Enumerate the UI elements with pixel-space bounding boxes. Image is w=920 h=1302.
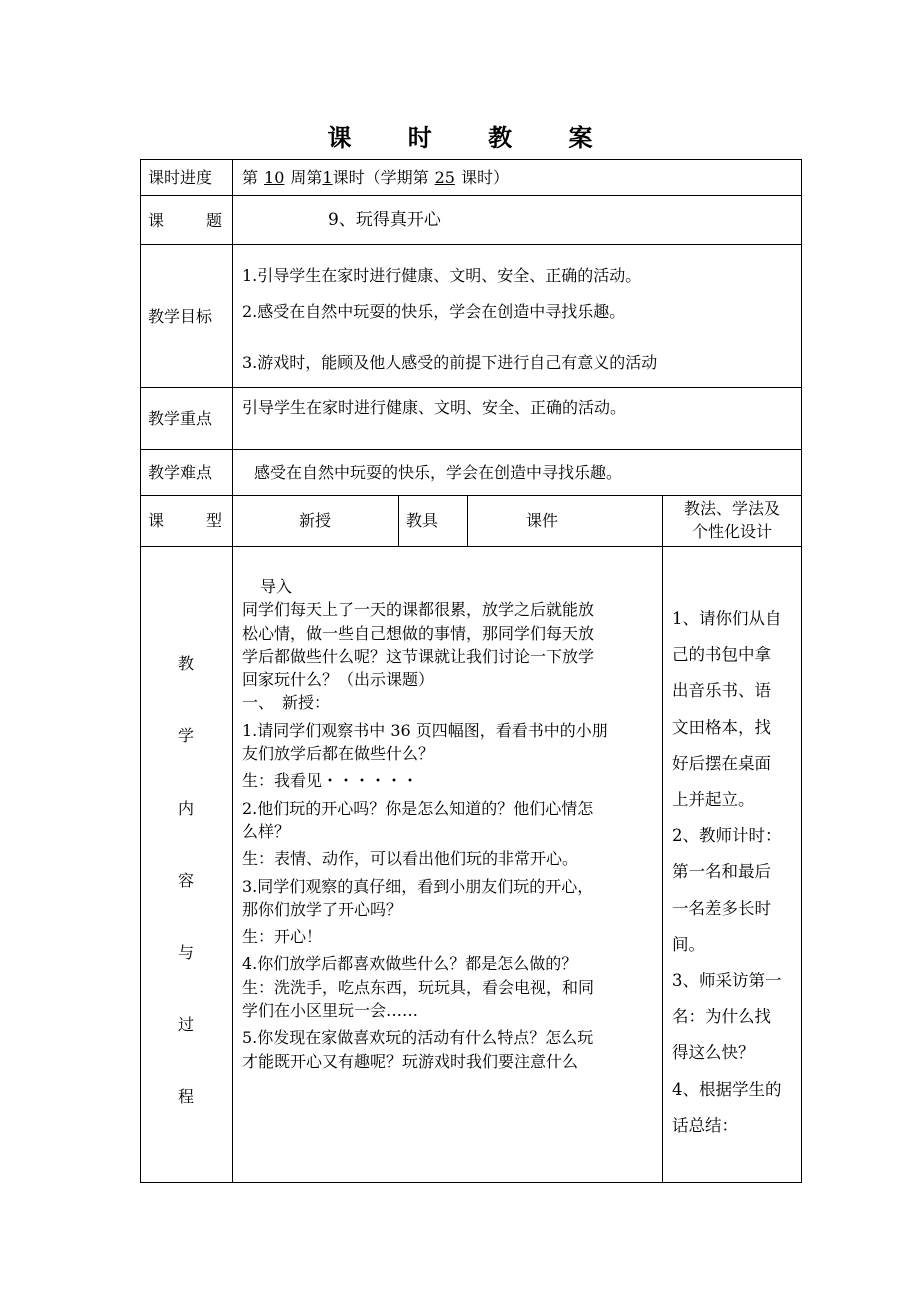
column-divider [398, 495, 399, 546]
note-line: 得这么快？ [672, 1043, 755, 1063]
type-label: 课 型 [148, 511, 222, 530]
process-line: 2.他们玩的开心吗？你是怎么知道的？他们心情怎 [242, 798, 594, 818]
row-divider [140, 449, 802, 450]
process-content [242, 575, 660, 1073]
process-line: 生：开心！ [242, 927, 323, 947]
page-title: 课 时 教 案 [327, 123, 617, 152]
note-line: 间。 [672, 934, 705, 954]
type-value: 新授 [298, 511, 331, 530]
process-label-char: 与 [177, 943, 194, 962]
column-divider [232, 159, 233, 1183]
method-label: 教法、学法及 [683, 499, 780, 518]
row-divider [140, 195, 802, 196]
note-line: 1、请你们从自 [672, 609, 782, 628]
process-label-char: 过 [177, 1015, 194, 1034]
tools-label: 教具 [406, 511, 439, 530]
row-divider [140, 546, 802, 547]
topic-label: 课 题 [148, 211, 222, 230]
process-label-char: 内 [177, 799, 194, 818]
objective-item: 2.感受在自然中玩耍的快乐，学会在创造中寻找乐趣。 [242, 302, 626, 321]
key-points-label: 教学重点 [148, 409, 213, 428]
note-line: 3、师采访第一 [672, 971, 782, 991]
difficulties-value: 感受在自然中玩耍的快乐，学会在创造中寻找乐趣。 [254, 463, 623, 482]
note-line: 第一名和最后 [672, 862, 771, 882]
process-line: 生：洗洗手，吃点东西，玩玩具，看会电视，和同 [242, 977, 595, 997]
note-line: 己的书包中拿 [672, 645, 771, 665]
process-line: 才能既开心又有趣呢？玩游戏时我们要注意什么 [242, 1051, 579, 1071]
process-label-char: 容 [177, 871, 194, 890]
design-notes [672, 601, 798, 1144]
week-number: 10 [264, 168, 285, 187]
process-line: 学后都做些什么呢？这节课就让我们讨论一下放学 [242, 646, 595, 666]
tools-value: 课件 [525, 511, 558, 530]
process-line: 导入 [260, 577, 293, 596]
note-line: 上并起立。 [672, 790, 755, 810]
process-line: 回家玩什么？（出示课题） [242, 670, 435, 690]
row-divider [140, 495, 802, 496]
process-line: 5.你发现在家做喜欢玩的活动有什么特点？怎么玩 [242, 1028, 594, 1048]
note-line: 2、教师计时： [672, 826, 782, 846]
objective-item: 3.游戏时，能顾及他人感受的前提下进行自己有意义的活动 [242, 353, 658, 372]
note-line: 名：为什么找 [672, 1007, 771, 1027]
process-line: 同学们每天上了一天的课都很累，放学之后就能放 [242, 600, 595, 620]
process-line: 松心情，做一些自己想做的事情，那同学们每天放 [242, 623, 595, 643]
process-label-char: 程 [177, 1087, 194, 1106]
note-line: 文田格本，找 [672, 717, 771, 737]
process-line: 1.请同学们观察书中 36 页四幅图，看看书中的小朋 [242, 720, 608, 740]
process-line: 一、 新授： [242, 693, 331, 713]
key-points-value: 引导学生在家时进行健康、文明、安全、正确的活动。 [242, 398, 627, 417]
process-line: 那你们放学了开心吗？ [242, 899, 403, 919]
objectives-label: 教学目标 [148, 307, 213, 326]
process-line: 生：我看见・・・・・・ [242, 771, 419, 791]
note-line: 一名差多长时 [672, 898, 771, 918]
process-label-char: 学 [177, 726, 194, 745]
progress-label: 课时进度 [148, 168, 213, 187]
process-line: 学们在小区里玩一会…… [242, 1001, 419, 1021]
lesson-number: 1 [322, 168, 333, 187]
process-line: 生：表情、动作，可以看出他们玩的非常开心。 [242, 849, 579, 869]
process-line: 3.同学们观察的真仔细，看到小朋友们玩的开心， [242, 876, 594, 896]
objective-item: 1.引导学生在家时进行健康、文明、安全、正确的活动。 [242, 266, 642, 285]
process-label-char: 教 [177, 654, 194, 673]
topic-value: 9、玩得真开心 [328, 210, 441, 230]
note-line: 好后摆在桌面 [672, 753, 771, 773]
column-divider [662, 495, 663, 1183]
row-divider [140, 387, 802, 388]
note-line: 4、根据学生的 [672, 1079, 782, 1099]
process-line: 4.你们放学后都喜欢做些什么？都是怎么做的？ [242, 954, 578, 974]
note-line: 出音乐书、语 [672, 681, 771, 701]
method-label: 个性化设计 [691, 522, 772, 541]
process-line: 友们放学后都在做些什么？ [242, 744, 435, 764]
progress-value: 第 10 周第1课时（学期第 25 课时） [242, 168, 509, 187]
row-divider [140, 244, 802, 245]
process-line: 么样？ [242, 821, 291, 841]
difficulties-label: 教学难点 [148, 463, 213, 482]
term-lesson-number: 25 [434, 168, 455, 187]
note-line: 话总结： [672, 1115, 738, 1135]
